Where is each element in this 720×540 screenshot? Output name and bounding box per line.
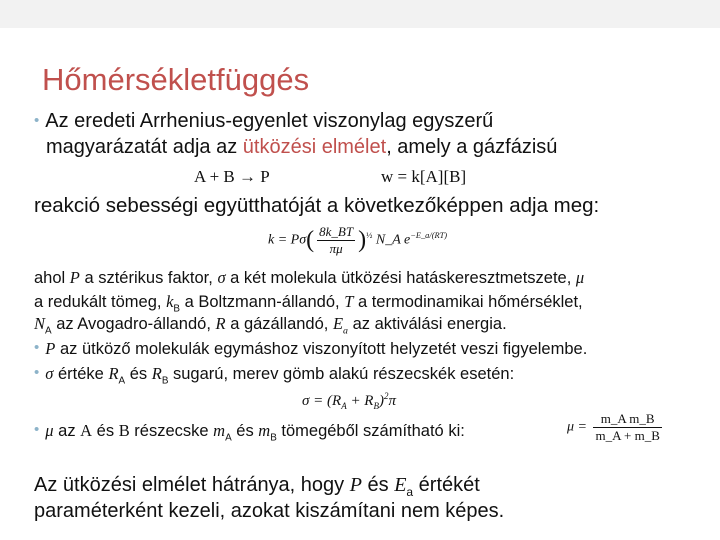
intro-line-3: reakció sebességi együtthatóját a következőképpen adja meg: xyxy=(34,194,600,217)
slide-top-band xyxy=(0,0,720,28)
conclusion-line-2: paraméterként kezeli, azokat kiszámítani nem képes. xyxy=(34,500,505,522)
bullet-dot-icon: • xyxy=(34,364,40,381)
desc-line-2: a redukált tömeg, $k_B$ a Boltzmann-állandó, T a termodinamikai hőmérséklet, xyxy=(34,292,583,315)
desc-line-1: ahol P a sztérikus faktor, σ a két molekula ütközési hatáskeresztmetszete, μ xyxy=(34,268,585,287)
conclusion-line-1: Az ütközési elmélet hátránya, hogy P és $E_a$ értékét xyxy=(34,474,480,499)
mu-formula: μ = $\frac{\text{m\_A m\_B}}{m\_A + m\_B}$ xyxy=(567,411,660,443)
slide-title: Hőmérsékletfüggés xyxy=(42,62,310,97)
bullet-cross-section: • σ értéke $R_A$ és $R_B$ sugarú, merev gömb alakú részecskék esetén: xyxy=(34,364,515,387)
reaction-equation: A + B → P xyxy=(194,167,270,186)
desc-line-3: $N_A$ az Avogadro-állandó, R a gázállandó, $E_a$ az aktiválási energia. xyxy=(34,314,507,337)
bullet-dot-icon: • xyxy=(34,339,40,356)
bullet-steric-factor: • P az ütköző molekulák egymáshoz viszonyított helyzetét veszi figyelembe. xyxy=(34,339,588,358)
bullet-dot-icon: • xyxy=(34,112,40,129)
k-formula: k = Pσ( $\frac{8k\_BT}{\pi\mu}$ )$^{\frac{1}{2}}$ N_A $e^{-E\_a/(RT)}$ xyxy=(268,224,448,256)
sigma-formula: $\sigma = (R_A + R_B)^2\pi$ xyxy=(302,391,396,411)
rate-law: w = k[A][B] xyxy=(381,167,467,186)
intro-line-2: magyarázatát adja az ütközési elmélet, amely a gázfázisú xyxy=(46,136,558,158)
bullet-reduced-mass: • μ az A és B részecske $m_A$ és $m_B$ tömegéből számítható ki: xyxy=(34,421,465,444)
collision-theory-highlight: ütközési elmélet xyxy=(242,136,387,158)
bullet-dot-icon: • xyxy=(34,421,40,438)
intro-line-1: • Az eredeti Arrhenius-egyenlet viszonylag egyszerű xyxy=(34,110,494,132)
